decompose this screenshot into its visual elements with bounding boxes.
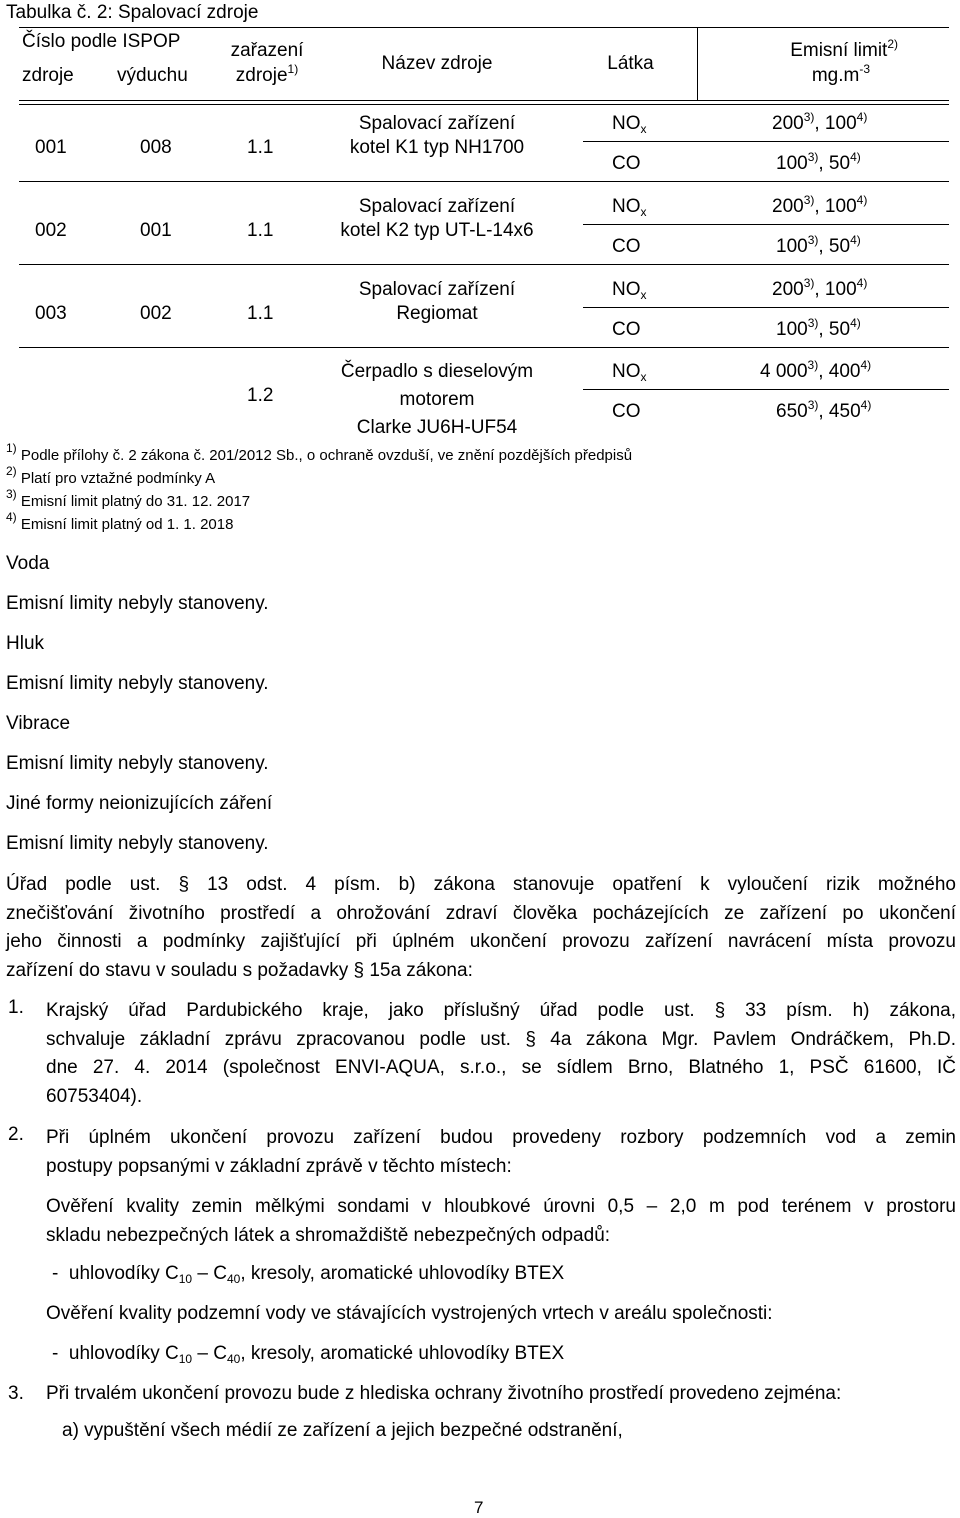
row-1-limit-1: 200$^{3)}$, 100$^{4)}$ [772, 110, 868, 134]
row-1-zarazeni: 1.1 [247, 137, 274, 158]
row-2-limit-2: 100$^{3)}$, 50$^{4)}$ [776, 233, 861, 257]
row-3-nazev-1: Spalovací zařízení [358, 279, 516, 300]
row-3-latka-1: $NO_x$ [612, 279, 647, 302]
header-zarazeni-zdroje: zdroje$^{1)}$ [235, 62, 299, 86]
footnote-1: $^{1)}$ Podle přílohy č. 2 zákona č. 201/2012 Sb., o ochraně ovzduší, ve znění pozdějších předpisů [6, 441, 633, 464]
item-line: Při úplném ukončení provozu zařízení budou provedeny rozbory podzemních vod a zemin [46, 1127, 956, 1148]
item-line: Ověření kvality zemin mělkými sondami v hloubkové úrovni 0,5 – 2,0 m pod terénem v prostoru [46, 1196, 956, 1217]
table-line [583, 307, 949, 308]
page-number: 7 [474, 1498, 484, 1517]
item-line: dne 27. 4. 2014 (společnost ENVI-AQUA, s.r.o., se sídlem Brno, Blatného 1, PSČ 61600, IČ [46, 1057, 956, 1078]
intro-line: Úřad podle ust. § 13 odst. 4 písm. b) zákona stanovuje opatření k vyloučení rizik možného [6, 874, 956, 895]
item-1-number: 1. [8, 997, 24, 1018]
row-4-zarazeni: 1.2 [247, 385, 274, 406]
row-3-latka-2: CO [612, 319, 641, 340]
intro-line: zařízení do stavu v souladu s požadavky § 15a zákona: [6, 959, 473, 981]
header-zdroje: zdroje [22, 65, 74, 86]
table-line [19, 100, 949, 101]
table-line [19, 104, 949, 105]
item-3-number: 3. [8, 1383, 24, 1404]
table-line [19, 181, 949, 182]
header-zarazeni: zařazení [230, 40, 304, 61]
item-3-sub-a: a) vypuštění všech médií ze zařízení a jejich bezpečné odstranění, [62, 1420, 623, 1441]
header-limit: Emisní limit$^{2)}$ [790, 37, 898, 61]
row-2-limit-1: 200$^{3)}$, 100$^{4)}$ [772, 193, 868, 217]
row-2-zarazeni: 1.1 [247, 220, 274, 241]
row-2-zdroj: 002 [35, 220, 67, 241]
intro-paragraph [6, 871, 956, 985]
row-1-nazev-1: Spalovací zařízení [358, 113, 516, 134]
section-text-voda: Emisní limity nebyly stanoveny. [6, 593, 269, 614]
item-2-number: 2. [8, 1124, 24, 1145]
header-limit-unit: $mg.m^{-3}$ [811, 62, 870, 86]
table-line [19, 347, 949, 348]
row-3-limit-1: 200$^{3)}$, 100$^{4)}$ [772, 276, 868, 300]
table-title: Tabulka č. 2: Spalovací zdroje [6, 2, 259, 23]
table-line [583, 389, 949, 390]
row-4-nazev-1: Čerpadlo s dieselovým [340, 361, 534, 382]
item-2-text [46, 1124, 956, 1181]
row-1-latka-2: CO [612, 153, 641, 174]
row-4-limit-1: 4 000$^{3)}$, 400$^{4)}$ [760, 358, 872, 382]
table-line [19, 27, 949, 28]
row-3-nazev-2: Regiomat [396, 303, 478, 324]
row-4-latka-2: CO [612, 401, 641, 422]
row-1-limit-2: 100$^{3)}$, 50$^{4)}$ [776, 150, 861, 174]
item-line: postupy popsanými v základní zprávě v těchto místech: [46, 1155, 512, 1177]
intro-line: znečišťování životního prostředí a ohrožování zdraví člověka pocházejících ze zařízení po ukončení [6, 902, 956, 924]
item-2-bullet-1: - uhlovodíky $C_{10} - C_{40}$, kresoly, aromatické uhlovodíky BTEX [52, 1263, 565, 1286]
row-2-latka-2: CO [612, 236, 641, 257]
item-line: 60753404). [46, 1085, 143, 1107]
footnote-2: $^{2)}$ Platí pro vztažné podmínky A [6, 464, 216, 487]
item-line: Krajský úřad Pardubického kraje, jako příslušný úřad podle ust. § 33 písm. h) zákona, [46, 1000, 956, 1021]
table-line [583, 141, 949, 142]
row-4-nazev-2: motorem [399, 389, 475, 410]
section-heading-zareni: Jiné formy neionizujících záření [6, 793, 273, 814]
section-heading-voda: Voda [6, 553, 50, 574]
footnote-3: $^{3)}$ Emisní limit platný do 31. 12. 2017 [6, 487, 251, 510]
intro-line: jeho činnosti a podmínky zajišťující při úplném ukončení provozu zařízení navrácení místa provozu [6, 931, 956, 952]
section-text-zareni: Emisní limity nebyly stanoveny. [6, 833, 269, 854]
row-4-latka-1: $NO_x$ [612, 361, 647, 384]
item-3-text: Při trvalém ukončení provozu bude z hlediska ochrany životního prostředí provedeno zejména: [46, 1383, 842, 1404]
item-2-bullet-2: - uhlovodíky $C_{10} - C_{40}$, kresoly, aromatické uhlovodíky BTEX [52, 1343, 565, 1366]
row-2-latka-1: $NO_x$ [612, 196, 647, 219]
row-2-nazev-2: kotel K2 typ UT-L-14x6 [340, 220, 534, 241]
item-line: skladu nebezpečných látek a shromaždiště nebezpečných odpadů: [46, 1224, 611, 1246]
header-latka: Látka [607, 53, 654, 74]
item-2-paragraph-2: Ověření kvality podzemní vody ve stávajících vystrojených vrtech v areálu společnosti: [46, 1303, 773, 1324]
section-heading-vibrace: Vibrace [6, 713, 71, 734]
header-nazev: Název zdroje [381, 53, 493, 74]
row-3-limit-2: 100$^{3)}$, 50$^{4)}$ [776, 316, 861, 340]
row-2-nazev-1: Spalovací zařízení [358, 196, 516, 217]
row-4-nazev-3: Clarke JU6H-UF54 [356, 417, 518, 438]
item-1-text [46, 997, 956, 1111]
row-1-zdroj: 001 [35, 137, 67, 158]
row-3-vyduch: 002 [140, 303, 172, 324]
footnote-4: $^{4)}$ Emisní limit platný od 1. 1. 2018 [6, 510, 234, 533]
row-1-vyduch: 008 [140, 137, 172, 158]
row-1-latka-1: $NO_x$ [612, 113, 647, 136]
header-ispop: Číslo podle ISPOP [22, 31, 181, 52]
item-2-paragraph-1 [46, 1193, 956, 1250]
row-4-limit-2: 650$^{3)}$, 450$^{4)}$ [776, 398, 872, 422]
row-1-nazev-2: kotel K1 typ NH1700 [349, 137, 525, 158]
table-line [697, 27, 698, 100]
section-text-hluk: Emisní limity nebyly stanoveny. [6, 673, 269, 694]
row-3-zdroj: 003 [35, 303, 67, 324]
row-3-zarazeni: 1.1 [247, 303, 274, 324]
section-text-vibrace: Emisní limity nebyly stanoveny. [6, 753, 269, 774]
table-line [583, 224, 949, 225]
item-line: schvaluje základní zprávu zpracovanou podle ust. § 4a zákona Mgr. Pavlem Ondráčkem, Ph.D. [46, 1028, 956, 1050]
header-vyduchu: výduchu [117, 65, 188, 86]
section-heading-hluk: Hluk [6, 633, 45, 654]
row-2-vyduch: 001 [140, 220, 172, 241]
table-line [19, 264, 949, 265]
